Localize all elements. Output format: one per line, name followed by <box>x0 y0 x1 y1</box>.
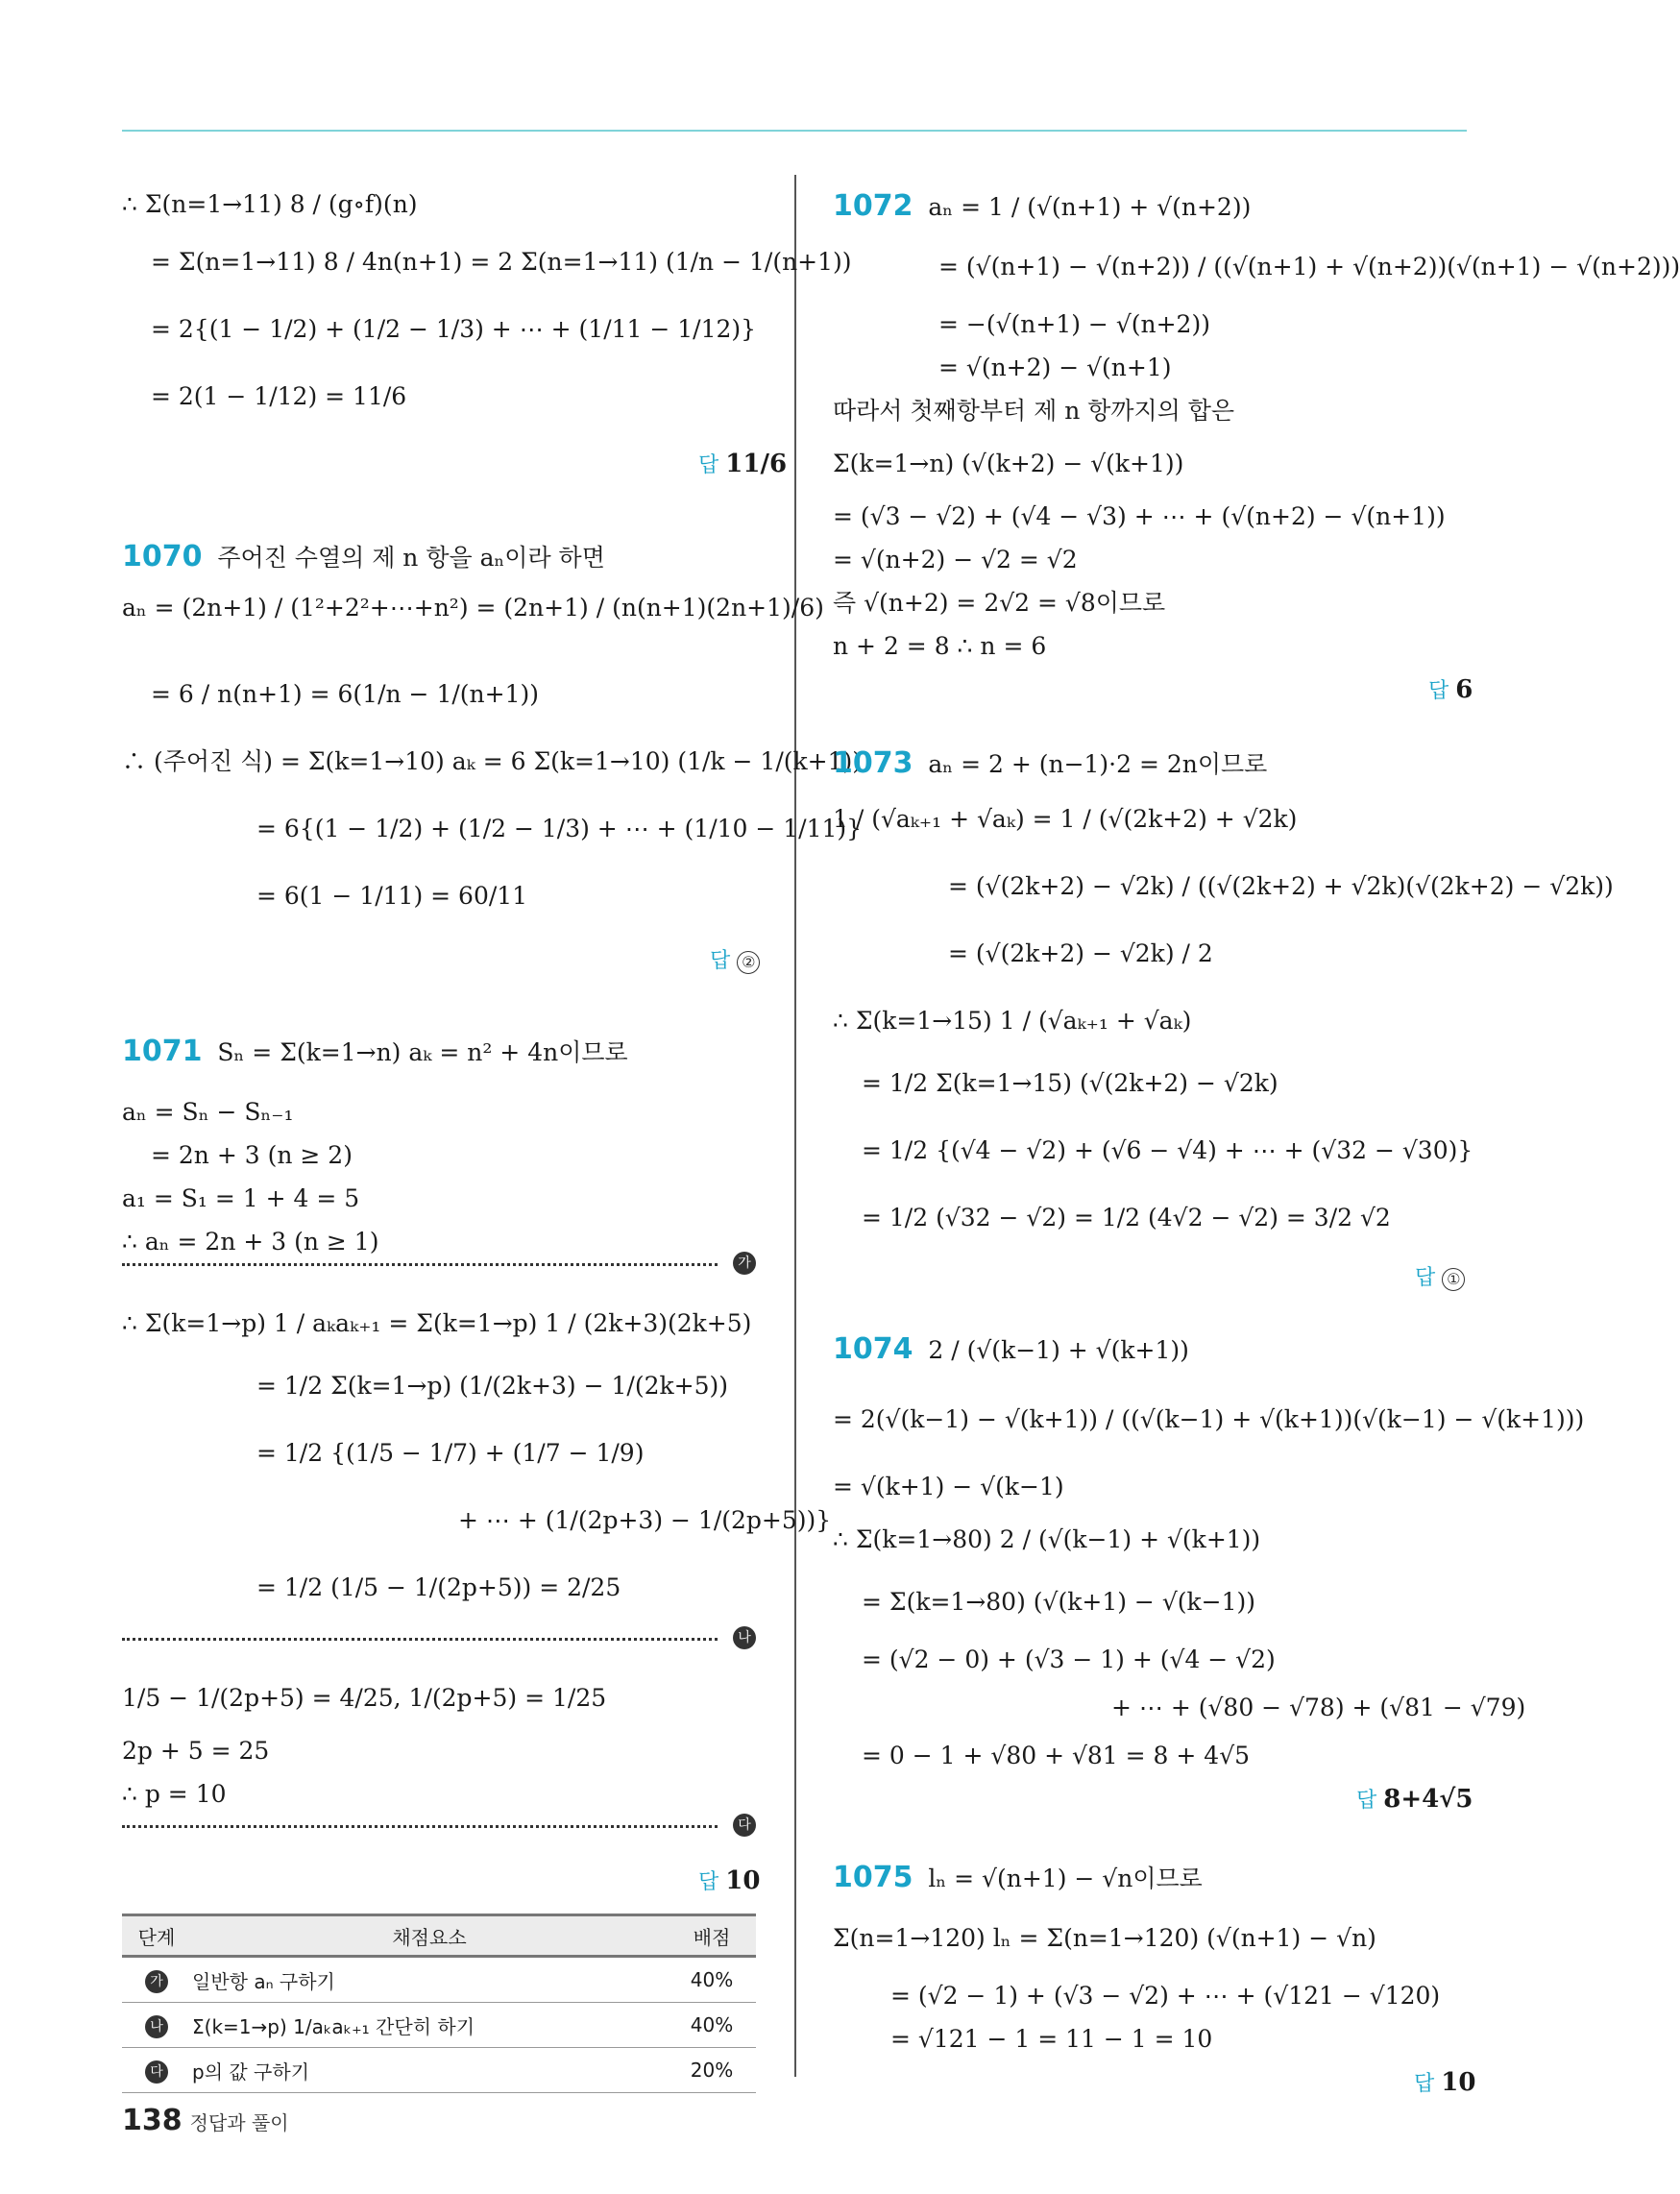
eq-line: = √(n+2) − √(n+1) <box>938 353 1172 381</box>
eq-line: n + 2 = 8 ∴ n = 6 <box>833 632 1047 660</box>
eq-line: ∴ (주어진 식) = Σ(k=1→10) aₖ = 6 Σ(k=1→10) (1/k − 1/(k+1)) <box>122 747 863 775</box>
answer-1072 <box>1428 677 1473 702</box>
table-cell-score: 20% <box>668 2048 756 2093</box>
eq-line: = Σ(n=1→11) 8 / 4n(n+1) = 2 Σ(n=1→11) (1/n − 1/(n+1)) <box>151 248 852 276</box>
eq-line: = √(n+2) − √2 = √2 <box>833 546 1078 573</box>
answer-label: 답 <box>1414 2072 1435 2096</box>
eq-line: 1 / (√aₖ₊₁ + √aₖ) = 1 / (√(2k+2) + √2k) <box>833 805 1298 833</box>
table-cell-item: 일반항 aₙ 구하기 <box>191 1957 668 2003</box>
eq-line: ∴ p = 10 <box>122 1780 227 1808</box>
answer-value: ① <box>1442 1268 1465 1291</box>
table-row <box>122 2048 756 2093</box>
problem-text: 주어진 수열의 제 n 항을 aₙ이라 하면 <box>217 544 605 572</box>
answer-label: 답 <box>1428 679 1449 703</box>
eq-line: + ⋯ + (1/(2p+3) − 1/(2p+5))} <box>458 1506 832 1534</box>
problem-number: 1070 <box>122 540 203 573</box>
answer-label: 답 <box>710 949 731 973</box>
eq-line: = (√2 − 1) + (√3 − √2) + ⋯ + (√121 − √120) <box>890 1982 1441 2010</box>
scoring-table <box>122 1914 756 2093</box>
problem-number: 1071 <box>122 1035 203 1068</box>
table-header-row <box>122 1915 756 1957</box>
problem-text: Sₙ = Σ(k=1→n) aₖ = n² + 4n이므로 <box>217 1038 628 1066</box>
answer-label: 답 <box>1356 1789 1377 1813</box>
eq-line: a₁ = S₁ = 1 + 4 = 5 <box>122 1184 360 1212</box>
step-marker: 나 <box>145 2015 168 2038</box>
table-row <box>122 1957 756 2003</box>
eq-line: = 1/2 (1/5 − 1/(2p+5)) = 2/25 <box>256 1573 621 1601</box>
page-number: 138 <box>122 2104 183 2137</box>
dotted-separator <box>122 1263 718 1266</box>
answer-value: 8+4√5 <box>1383 1785 1473 1814</box>
answer-label: 답 <box>1415 1266 1436 1290</box>
table-row <box>122 2003 756 2048</box>
eq-line: = 2n + 3 (n ≥ 2) <box>151 1141 353 1169</box>
eq-line: = 1/2 Σ(k=1→p) (1/(2k+3) − 1/(2k+5)) <box>256 1372 728 1400</box>
answer-1069 <box>698 451 787 476</box>
footer-title: 정답과 풀이 <box>189 2111 289 2134</box>
problem-number: 1072 <box>833 189 913 223</box>
eq-line: = 1/2 {(√4 − √2) + (√6 − √4) + ⋯ + (√32 − √30)} <box>862 1136 1473 1164</box>
problem-1075-intro <box>833 1861 1203 1894</box>
answer-label: 답 <box>698 1870 719 1894</box>
eq-line: = (√(n+1) − √(n+2)) / ((√(n+1) + √(n+2))(√(n+1) − √(n+2))) <box>938 253 1680 280</box>
header-rule <box>122 130 1467 132</box>
eq-line: aₙ = (2n+1) / (1²+2²+⋯+n²) = (2n+1) / (n(n+1)(2n+1)/6) <box>122 594 824 622</box>
eq-line: 1/5 − 1/(2p+5) = 4/25, 1/(2p+5) = 1/25 <box>122 1684 607 1712</box>
step-marker-a: 가 <box>733 1252 756 1275</box>
eq-line: aₙ = Sₙ − Sₙ₋₁ <box>122 1098 294 1126</box>
eq-line: = 6{(1 − 1/2) + (1/2 − 1/3) + ⋯ + (1/10 − 1/11)} <box>256 815 863 842</box>
step-marker: 다 <box>145 2060 168 2084</box>
eq-line: 2p + 5 = 25 <box>122 1737 270 1765</box>
answer-1070 <box>710 951 760 974</box>
eq-line: = 2(1 − 1/12) = 11/6 <box>151 382 407 410</box>
eq-line: = 6(1 − 1/11) = 60/11 <box>256 882 528 910</box>
answer-value: 11/6 <box>725 450 788 478</box>
eq-line: = 1/2 (√32 − √2) = 1/2 (4√2 − √2) = 3/2 √2 <box>862 1204 1391 1231</box>
answer-1074 <box>1356 1787 1473 1812</box>
problem-number: 1074 <box>833 1332 913 1366</box>
problem-1070-intro <box>122 540 605 573</box>
eq-line: = (√2 − 0) + (√3 − 1) + (√4 − √2) <box>862 1646 1276 1673</box>
problem-text: aₙ = 2 + (n−1)·2 = 2n이므로 <box>928 750 1268 778</box>
eq-line: = 6 / n(n+1) = 6(1/n − 1/(n+1)) <box>151 680 539 708</box>
eq-line: = (√(2k+2) − √2k) / 2 <box>948 939 1213 967</box>
problem-1074-intro <box>833 1332 1189 1366</box>
eq-line: = Σ(k=1→80) (√(k+1) − √(k−1)) <box>862 1588 1256 1616</box>
page-footer <box>122 2104 289 2137</box>
problem-text: aₙ = 1 / (√(n+1) + √(n+2)) <box>928 193 1252 221</box>
problem-text: lₙ = √(n+1) − √n이므로 <box>928 1865 1203 1892</box>
eq-line: Σ(n=1→120) lₙ = Σ(n=1→120) (√(n+1) − √n) <box>833 1924 1376 1952</box>
eq-line: = −(√(n+1) − √(n+2)) <box>938 310 1210 338</box>
eq-line: = √(k+1) − √(k−1) <box>833 1473 1064 1500</box>
problem-1072-intro <box>833 189 1252 223</box>
dotted-separator <box>122 1638 718 1641</box>
answer-value: 6 <box>1455 675 1473 704</box>
answer-1073 <box>1415 1268 1465 1291</box>
answer-value: ② <box>737 951 760 974</box>
eq-line: = 1/2 Σ(k=1→15) (√(2k+2) − √2k) <box>862 1069 1278 1097</box>
problem-1071-intro <box>122 1037 628 1066</box>
problem-number: 1073 <box>833 746 913 780</box>
eq-line: + ⋯ + (√80 − √78) + (√81 − √79) <box>1111 1694 1526 1721</box>
column-divider <box>794 175 796 2077</box>
answer-label: 답 <box>698 453 719 477</box>
table-cell-score: 40% <box>668 1957 756 2003</box>
eq-line: 즉 √(n+2) = 2√2 = √8이므로 <box>833 589 1166 617</box>
eq-line: = (√(2k+2) − √2k) / ((√(2k+2) + √2k)(√(2k+2) − √2k)) <box>948 872 1614 900</box>
eq-line: = (√3 − √2) + (√4 − √3) + ⋯ + (√(n+2) − √(n+1)) <box>833 502 1446 530</box>
eq-line: ∴ Σ(n=1→11) 8 / (g∘f)(n) <box>122 190 418 218</box>
col-header-step: 단계 <box>122 1915 191 1957</box>
problem-1073-intro <box>833 746 1268 780</box>
table-cell-item: p의 값 구하기 <box>191 2048 668 2093</box>
table-cell-item: Σ(k=1→p) 1/aₖaₖ₊₁ 간단히 하기 <box>191 2003 668 2048</box>
dotted-separator <box>122 1825 718 1828</box>
step-marker-b: 나 <box>733 1626 756 1649</box>
table-cell-score: 40% <box>668 2003 756 2048</box>
eq-line: = √121 − 1 = 11 − 1 = 10 <box>890 2025 1213 2053</box>
col-header-item: 채점요소 <box>191 1915 668 1957</box>
col-header-score: 배점 <box>668 1915 756 1957</box>
eq-line: ∴ Σ(k=1→p) 1 / aₖaₖ₊₁ = Σ(k=1→p) 1 / (2k+3)(2k+5) <box>122 1309 752 1337</box>
answer-1071 <box>698 1868 760 1893</box>
step-marker-c: 다 <box>733 1814 756 1837</box>
eq-line: ∴ Σ(k=1→80) 2 / (√(k−1) + √(k+1)) <box>833 1525 1261 1553</box>
text-line: 따라서 첫째항부터 제 n 항까지의 합은 <box>833 397 1235 425</box>
eq-line: = 0 − 1 + √80 + √81 = 8 + 4√5 <box>862 1742 1251 1769</box>
problem-text: 2 / (√(k−1) + √(k+1)) <box>928 1336 1189 1364</box>
answer-1075 <box>1414 2070 1475 2095</box>
eq-line: Σ(k=1→n) (√(k+2) − √(k+1)) <box>833 450 1184 477</box>
eq-line: = 2{(1 − 1/2) + (1/2 − 1/3) + ⋯ + (1/11 − 1/12)} <box>151 315 757 343</box>
eq-line: ∴ Σ(k=1→15) 1 / (√aₖ₊₁ + √aₖ) <box>833 1007 1192 1035</box>
eq-line: ∴ aₙ = 2n + 3 (n ≥ 1) <box>122 1228 379 1255</box>
problem-number: 1075 <box>833 1861 913 1894</box>
answer-value: 10 <box>1441 2068 1476 2097</box>
step-marker: 가 <box>145 1970 168 1993</box>
answer-value: 10 <box>725 1866 761 1895</box>
eq-line: = 2(√(k−1) − √(k+1)) / ((√(k−1) + √(k+1))(√(k−1) − √(k+1))) <box>833 1405 1585 1433</box>
eq-line: = 1/2 {(1/5 − 1/7) + (1/7 − 1/9) <box>256 1439 645 1467</box>
